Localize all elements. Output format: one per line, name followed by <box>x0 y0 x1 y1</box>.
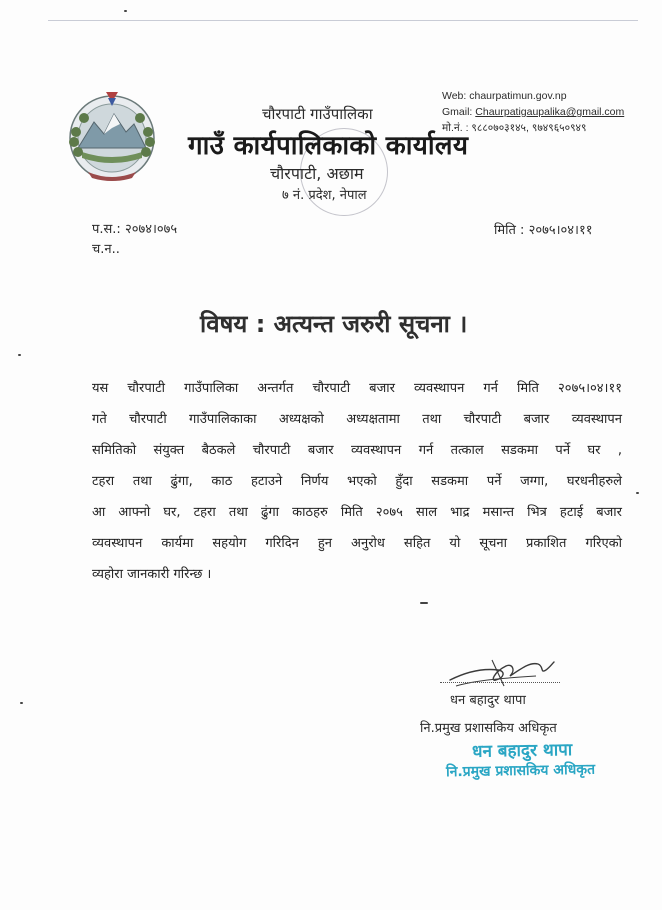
municipality-name: चौरपाटी गाउँपालिका <box>262 105 373 123</box>
chalani-number: च.न.. <box>92 242 120 257</box>
scan-speck <box>636 492 639 494</box>
gmail-value: Chaurpatigaupalika@gmail.com <box>475 106 625 118</box>
scan-speck <box>420 602 428 604</box>
nepal-government-emblem-icon <box>64 88 160 184</box>
body-line: टहरा तथा ढुंगा, काठ हटाउने निर्णय भएको हुँदा सडकमा पर्ने जग्गा, घरधनीहरुले <box>92 474 622 489</box>
body-line: व्यवस्थापन कार्यमा सहयोग गरिदिन हुन अनुरोध सहित यो सूचना प्रकाशित गरिएको <box>92 536 622 551</box>
patra-sankhya: प.स.: २०७४।०७५ <box>92 222 178 237</box>
letter-date: मिति : २०७५।०४।११ <box>494 223 593 238</box>
web-value: chaurpatimun.gov.np <box>469 90 567 102</box>
office-province: ७ नं. प्रदेश, नेपाल <box>282 188 367 203</box>
signatory-name: धन बहादुर थापा <box>450 693 526 708</box>
contact-block <box>442 88 624 136</box>
scan-speck <box>20 702 23 704</box>
contact-web <box>442 88 624 104</box>
body-line: यस चौरपाटी गाउँपालिका अन्तर्गत चौरपाटी बजार व्यवस्थापन गर्न मिति २०७५।०४।११ <box>92 381 622 396</box>
scan-speck <box>124 10 127 12</box>
stamp-title: नि.प्रमुख प्रशासकिय अधिकृत <box>445 761 596 781</box>
scan-speck <box>18 354 21 356</box>
handwritten-signature <box>446 650 556 694</box>
reference-numbers <box>92 220 177 260</box>
body-line: समितिको संयुक्त बैठकले चौरपाटी बजार व्यवस्थापन गर्न तत्काल सडकमा पर्ने घर , <box>92 443 622 458</box>
office-title: गाउँ कार्यपालिकाको कार्यालय <box>188 131 469 161</box>
office-address: चौरपाटी, अछाम <box>270 164 364 183</box>
signatory-title: नि.प्रमुख प्रशासकिय अधिकृत <box>420 721 557 736</box>
body-line: व्यहोरा जानकारी गरिन्छ । <box>92 567 212 582</box>
web-label: Web: <box>442 90 467 102</box>
notice-body <box>92 373 622 590</box>
subject-heading: विषय : अत्यन्त जरुरी सूचना । <box>200 310 468 338</box>
contact-gmail <box>442 104 624 120</box>
body-line: आ आफ्नो घर, टहरा तथा ढुंगा काठहरु मिति २०७५ साल भाद्र मसान्त भित्र हटाई बजार <box>92 505 622 520</box>
signature-line <box>440 682 560 683</box>
phone-value: ९८८०७०३१४५, ९७४९६५०९४९ <box>471 122 587 134</box>
phone-label: मो.नं. : <box>442 122 469 134</box>
gmail-label: Gmail: <box>442 106 473 118</box>
contact-phone <box>442 120 624 136</box>
top-rule <box>48 20 638 21</box>
body-line: गते चौरपाटी गाउँपालिकाका अध्यक्षको अध्यक्षतामा तथा चौरपाटी बजार व्यवस्थापन <box>92 412 622 427</box>
stamp-name: धन बहादुर थापा <box>471 740 573 762</box>
